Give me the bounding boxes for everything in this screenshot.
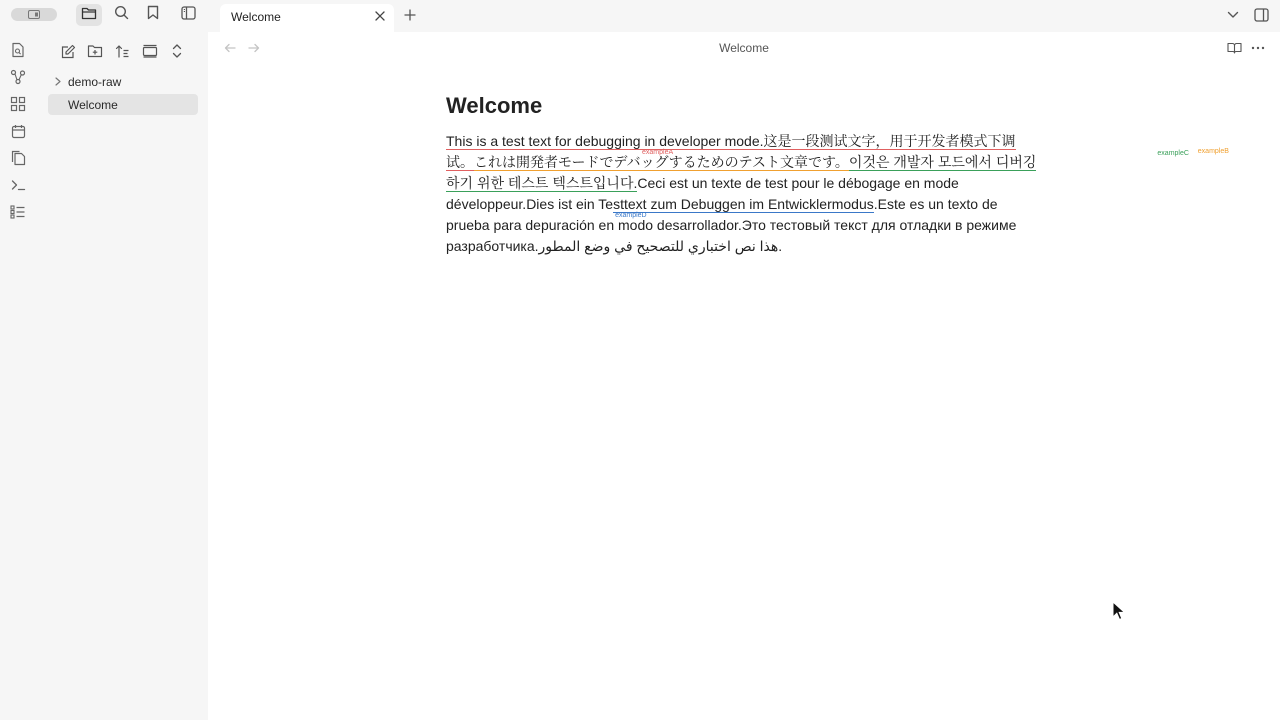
mouse-cursor-icon <box>1112 601 1126 621</box>
sort-button[interactable] <box>113 42 131 60</box>
new-note-icon <box>61 44 76 59</box>
reading-view-button[interactable] <box>1226 40 1242 56</box>
templates-icon <box>11 150 26 166</box>
sort-icon <box>115 44 130 59</box>
collapse-view-icon <box>142 44 158 58</box>
change-view-button[interactable] <box>141 42 159 60</box>
tree-item-label: Welcome <box>68 98 118 112</box>
more-horizontal-icon <box>1251 46 1265 50</box>
outline-icon <box>10 205 26 219</box>
toggle-sidebar-button[interactable] <box>175 4 201 26</box>
tab-list-button[interactable] <box>1225 7 1241 23</box>
vault-switch-button[interactable] <box>11 8 57 21</box>
tree-item-label: demo-raw <box>68 75 122 89</box>
chevron-down-icon <box>1227 11 1239 19</box>
view-header-title[interactable]: Welcome <box>719 41 769 55</box>
annotated-text-b: これは開発者モードでデバッグするためのテスト文章です。 exampleB <box>474 148 1229 170</box>
annotation-tag-a: exampleA <box>642 149 674 156</box>
file-explorer <box>36 32 208 720</box>
tab-title: Welcome <box>231 10 281 24</box>
new-folder-button[interactable] <box>86 42 104 60</box>
chevron-right-icon[interactable] <box>53 76 63 86</box>
search-icon <box>114 5 129 25</box>
note-body <box>446 131 1229 257</box>
annotation-tag-c: exampleC <box>1157 150 1189 157</box>
command-palette-icon <box>11 179 26 191</box>
new-tab-button[interactable] <box>402 7 418 23</box>
sidebar-toggle-icon <box>181 6 196 25</box>
vault-switch-icon <box>28 6 40 24</box>
expand-all-icon <box>171 43 183 59</box>
daily-note-icon <box>11 124 26 139</box>
ribbon <box>0 32 36 720</box>
more-options-button[interactable] <box>1250 40 1266 56</box>
tab-welcome[interactable] <box>220 4 394 32</box>
text-de-c: . <box>873 196 878 212</box>
text-es: Este es un texto de prueba para depuración en modo desarrollador. <box>446 196 998 233</box>
toggle-right-sidebar-button[interactable] <box>1253 7 1269 23</box>
close-icon <box>375 11 385 21</box>
files-icon <box>81 6 97 25</box>
graph-icon <box>10 69 26 85</box>
expand-all-button[interactable] <box>168 42 186 60</box>
right-sidebar-icon <box>1254 8 1269 22</box>
annotated-text-a: This is a test text for debugging in developer mode.这是一段测试文字，用于开发者模式下调试。 exampleA <box>446 133 1016 170</box>
outline-button[interactable] <box>10 204 26 220</box>
text-ar: هذا نص اختباري للتصحيح في وضع المطور. <box>538 238 783 254</box>
templates-button[interactable] <box>10 150 26 166</box>
note-heading: Welcome <box>446 93 543 118</box>
quick-switcher-icon <box>11 42 25 58</box>
files-button[interactable] <box>76 4 102 26</box>
annotation-tag-b: exampleB <box>1197 148 1229 155</box>
sidebar-header <box>0 0 208 32</box>
title-bar <box>0 0 1280 32</box>
tree-file-welcome[interactable] <box>48 94 198 115</box>
tab-close-button[interactable] <box>372 8 388 24</box>
text-de-a: Dies ist ein Te <box>526 196 614 212</box>
bookmark-icon <box>147 5 159 25</box>
annotated-text-d: sttext zum Debuggen im Entwicklermodus exampleD <box>613 196 874 219</box>
quick-switcher-button[interactable] <box>10 42 26 58</box>
plus-icon <box>404 9 416 21</box>
daily-note-button[interactable] <box>10 123 26 139</box>
annotation-tag-d: exampleD <box>615 212 647 219</box>
new-folder-icon <box>87 44 103 58</box>
command-palette-button[interactable] <box>10 177 26 193</box>
bookmarks-button[interactable] <box>140 4 166 26</box>
canvas-button[interactable] <box>10 96 26 112</box>
book-open-icon <box>1227 42 1242 54</box>
text-ru: Это тестовый текст для отладки в режиме разработчика. <box>446 217 1017 254</box>
tree-folder-demo-raw[interactable] <box>48 71 198 92</box>
graph-view-button[interactable] <box>10 69 26 85</box>
new-note-button[interactable] <box>59 42 77 60</box>
text-fr: Ceci est un texte de test pour le débogage en mode développeur. <box>446 175 959 212</box>
note-content[interactable] <box>446 93 1229 257</box>
canvas-icon <box>10 96 26 112</box>
search-button[interactable] <box>108 4 134 26</box>
annotated-text-c: 이것은 개발자 모드에서 디버깅하기 위한 테스트 텍스트입니다. exampleC <box>446 150 1189 191</box>
